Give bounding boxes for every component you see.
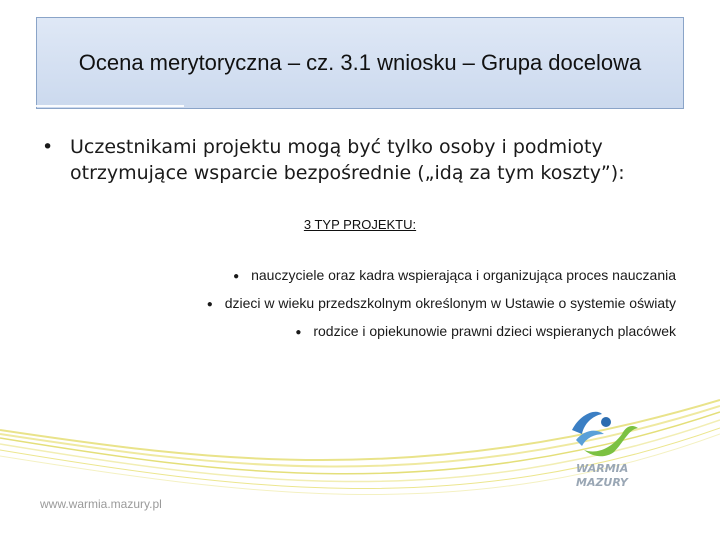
- main-bullet-text: Uczestnikami projektu mogą być tylko osoby i podmioty otrzymujące wsparcie bezpośrednie („idą za tym koszty”):: [70, 136, 625, 184]
- target-group-list: [56, 262, 676, 346]
- warmia-mazury-logo: [562, 400, 672, 490]
- logo-text-line2: MAZURY: [576, 476, 628, 489]
- footer-url[interactable]: www.warmia.mazury.pl: [40, 497, 162, 511]
- list-item-text: nauczyciele oraz kadra wspierająca i organizująca proces nauczania: [251, 267, 676, 283]
- title-accent-line: [36, 105, 184, 107]
- bullet-dot: ●: [206, 299, 213, 310]
- bullet-dot: ●: [295, 327, 302, 338]
- list-item-text: rodzice i opiekunowie prawni dzieci wspieranych placówek: [313, 323, 676, 339]
- subheading: [0, 214, 720, 233]
- bullet-dot: •: [42, 136, 54, 158]
- bullet-dot: ●: [233, 271, 240, 282]
- subheading-text: 3 TYP PROJEKTU:: [303, 217, 417, 232]
- title-box: [36, 17, 684, 109]
- list-item: [56, 318, 676, 346]
- list-item: [56, 290, 676, 318]
- logo-text-line1: WARMIA: [576, 462, 629, 475]
- list-item-text: dzieci w wieku przedszkolnym określonym w Ustawie o systemie oświaty: [224, 295, 676, 311]
- slide-title: Ocena merytoryczna – cz. 3.1 wniosku – Grupa docelowa: [78, 50, 642, 75]
- list-item: [56, 262, 676, 290]
